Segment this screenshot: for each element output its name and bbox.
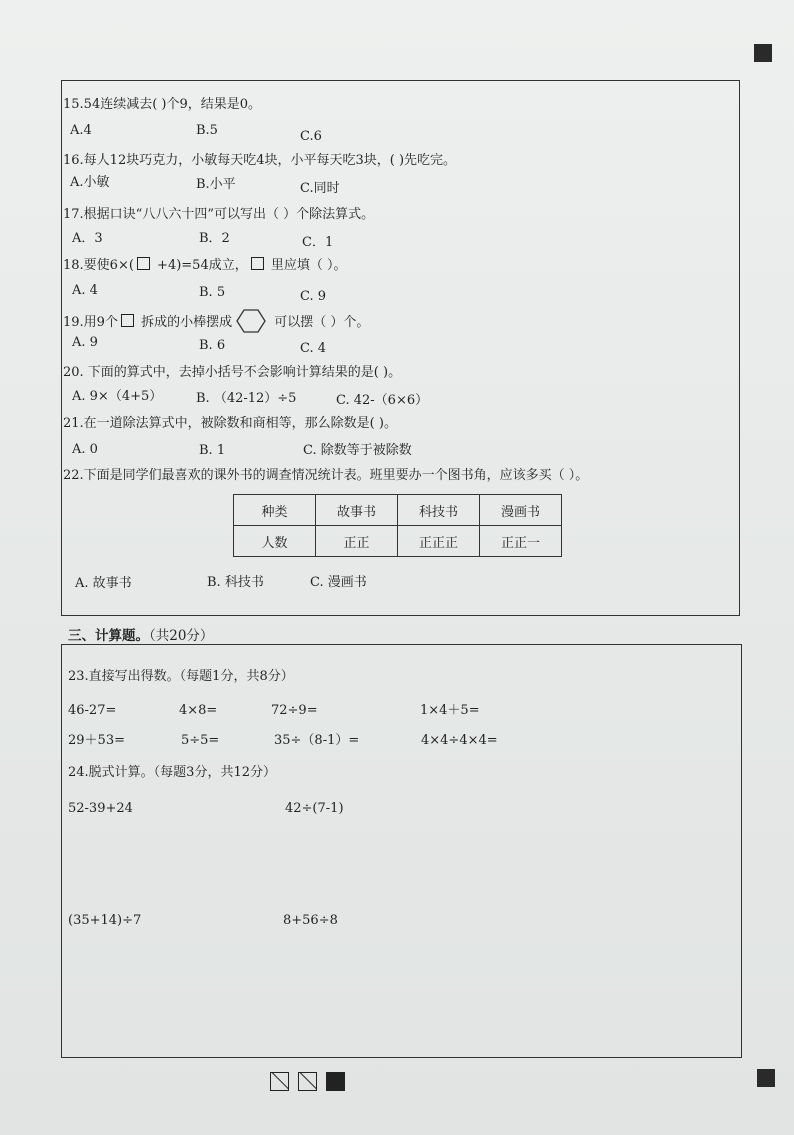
table-header-cell: 种类 (234, 495, 316, 526)
table-row (234, 526, 562, 557)
blank-square-icon (121, 314, 134, 327)
q15-option-c: C.6 (300, 129, 322, 144)
q23-item: 4×8= (179, 703, 218, 718)
q16-option-b: B.小平 (196, 177, 236, 192)
q19-stem (63, 309, 369, 333)
q16-option-c: C.同时 (300, 181, 340, 196)
q18-option-a: A. 4 (72, 283, 98, 298)
q24-item: (35+14)÷7 (68, 913, 142, 928)
q19-option-c: C. 4 (300, 341, 327, 356)
q21-option-b: B. 1 (199, 443, 226, 458)
table-header-cell: 漫画书 (480, 495, 562, 526)
q21-stem: 21.在一道除法算式中，被除数和商相等，那么除数是( )。 (63, 416, 397, 431)
q15-option-a: A.4 (70, 123, 92, 138)
table-header-cell: 科技书 (398, 495, 480, 526)
q19-option-b: B. 6 (199, 338, 226, 353)
q23-item: 72÷9= (271, 703, 318, 718)
blank-square-icon (251, 257, 264, 270)
q15-option-b: B.5 (196, 123, 218, 138)
survey-table (233, 494, 562, 557)
table-row (234, 495, 562, 526)
q24-item: 42÷(7-1) (285, 801, 344, 816)
q20-option-a: A. 9×（4+5） (72, 389, 163, 404)
q18-option-c: C. 9 (300, 289, 327, 304)
q23-item: 1×4＋5= (420, 703, 480, 718)
q16-stem: 16.每人12块巧克力，小敏每天吃4块，小平每天吃3块，( )先吃完。 (63, 153, 457, 168)
q22-stem: 22.下面是同学们最喜欢的课外书的调查情况统计表。班里要办一个图书角，应该多买（ ）。 (63, 468, 589, 483)
q21-option-a: A. 0 (72, 442, 98, 457)
registration-mark-bottom-right (757, 1069, 775, 1087)
q23-item: 5÷5= (181, 733, 220, 748)
q19-stem-post: 可以摆（ ）个。 (270, 315, 370, 330)
q21-option-c: C. 除数等于被除数 (303, 443, 412, 458)
calculation-box (61, 644, 742, 1058)
footer-slashed-box (298, 1072, 317, 1091)
q17-option-b: B．2 (199, 231, 230, 246)
q16-option-a: A.小敏 (70, 175, 110, 190)
q24-title: 24.脱式计算。（每题3分，共12分） (68, 765, 276, 780)
q22-option-c: C. 漫画书 (310, 575, 367, 590)
q18-stem-post: 里应填（ ）。 (266, 258, 347, 273)
q17-option-c: C．1 (302, 235, 334, 250)
q24-item: 52-39+24 (68, 801, 133, 816)
table-cell: 正正正 (398, 526, 480, 557)
q22-option-b: B. 科技书 (207, 575, 264, 590)
hexagon-icon (236, 309, 266, 333)
table-header-cell: 故事书 (316, 495, 398, 526)
table-cell: 正正 (316, 526, 398, 557)
registration-mark-top-right (754, 44, 772, 62)
q19-stem-pre: 19.用9个 (63, 315, 118, 330)
q20-option-c: C. 42-（6×6） (336, 393, 429, 408)
q24-item: 8+56÷8 (283, 913, 338, 928)
section-points: （共20分） (149, 628, 214, 644)
blank-square-icon (137, 257, 150, 270)
footer-slashed-box (270, 1072, 289, 1091)
q18-stem (63, 257, 347, 275)
q18-stem-mid: +4)=54成立， (152, 258, 248, 273)
q15-stem: 15.54连续减去( )个9，结果是0。 (63, 97, 262, 112)
table-cell: 人数 (234, 526, 316, 557)
q17-stem: 17.根据口诀“八八六十四”可以写出（ ）个除法算式。 (63, 207, 375, 222)
table-cell: 正正一 (480, 526, 562, 557)
q18-option-b: B. 5 (199, 285, 226, 300)
q19-stem-mid: 拆成的小棒摆成 (136, 315, 233, 330)
q23-item: 46-27= (68, 703, 117, 718)
section-heading: 三、计算题。 (68, 628, 149, 644)
q23-title: 23.直接写出得数。（每题1分，共8分） (68, 669, 294, 684)
q20-stem: 20. 下面的算式中，去掉小括号不会影响计算结果的是( )。 (63, 365, 402, 380)
q23-item: 4×4÷4×4= (421, 733, 498, 748)
q20-option-b: B. （42-12）÷5 (196, 391, 297, 406)
q17-option-a: A．3 (72, 231, 103, 246)
q19-option-a: A. 9 (72, 335, 98, 350)
q23-item: 35÷（8-1）= (274, 733, 360, 748)
q22-option-a: A. 故事书 (75, 576, 132, 591)
section-title (68, 624, 213, 644)
q18-stem-pre: 18.要使6×( (63, 258, 134, 273)
footer-filled-box (326, 1072, 345, 1091)
q23-item: 29＋53= (68, 733, 125, 748)
